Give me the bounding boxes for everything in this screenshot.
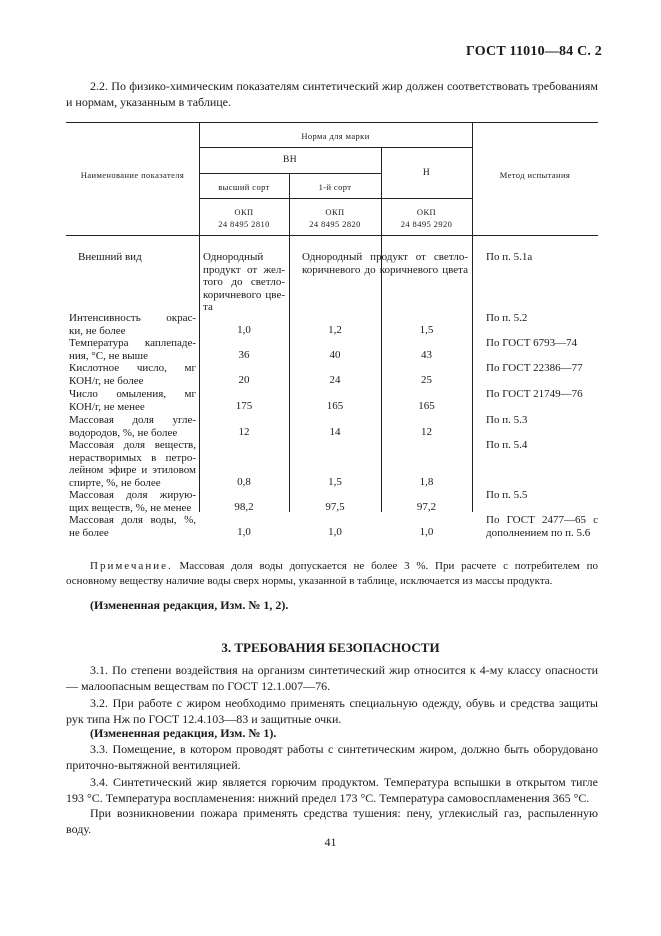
paragraph-3-5: При возникновении пожара применять средства тушения: пену, углекислый газ, распыленную воду. — [66, 806, 598, 836]
page-number: 41 — [324, 835, 337, 849]
okp-code-3: 24 8495 2920 — [400, 219, 453, 229]
row-appearance-other-grades: Однородный продукт от светло- коричневого до коричневого цвета — [302, 251, 468, 276]
header-method: Метод испытания — [499, 170, 571, 180]
row-appearance-method: По п. 5.1а — [486, 251, 533, 263]
amendment-note-1: (Измененная редакция, Изм. № 1, 2). — [90, 598, 289, 612]
note-paragraph: Примечание. Массовая доля воды допускается не более 3 %. При расчете с потребителем по основному веществу наличие воды сверх нормы, указанной в таблице, исключается из массы продукта. — [66, 560, 598, 587]
okp-label-1: ОКП — [234, 207, 254, 217]
properties-table: Наименование показателя Норма для марки ВН Н Метод испытания высший сорт 1-й сорт ОКП 24 8495 2810 ОКП 24 8495 2820 ОКП 24 8495 2920 Внешний вид Однородный продукт от жел- того до светло- коричневого цве- та Однородный продукт от светло- коричневого до коричневого цвета По п. 5.1а Интенсивность окрас- ки, не более 1,0 1,2 1,5 По п. 5.2 Температура каплепаде- ния, °С, не выше 36 40 43 По ГОСТ 6793—74 Кислотное число, мг КОН/г, не более 20 24 25 По ГОСТ 22386—77 Число омыления, мг КОН/г, не менее 175 165 165 По ГОСТ 21749—76 Массовая доля угле- водородов, %, не более 12 14 12 По п. 5.3 Массовая доля веществ, нерастворимых в петро- лейном эфире и этиловом спирте, %, не более 0,8 1,5 1,8 По п. 5.4 Массовая доля жирую- щих веществ, %, не менее 98,2 97,5 97,2 По п. 5.5 — [66, 122, 598, 512]
page-header: ГОСТ 11010—84 С. 2 — [465, 44, 602, 59]
header-vn: ВН — [283, 155, 297, 165]
header-first-grade: 1-й сорт — [318, 182, 352, 192]
section-title: 3. ТРЕБОВАНИЯ БЕЗОПАСНОСТИ — [221, 640, 440, 655]
header-name: Наименование показателя — [80, 170, 185, 180]
header-norm: Норма для марки — [301, 131, 370, 141]
intro-paragraph: 2.2. По физико-химическим показателям синтетический жир должен соответствовать требованиям и нормам, указанным в таблице. — [66, 79, 598, 109]
okp-code-1: 24 8495 2810 — [218, 219, 270, 229]
okp-code-2: 24 8495 2820 — [309, 219, 361, 229]
paragraph-3-4: 3.4. Синтетический жир является горючим продуктом. Температура вспышки в открытом тигле 193 °С. Температура воспламенения: нижний предел 173 °С. Температура самовоспламенения 365 °С. — [66, 775, 598, 805]
okp-label-3: ОКП — [416, 207, 437, 217]
header-n: Н — [422, 168, 431, 178]
paragraph-3-2: 3.2. При работе с жиром необходимо применять специальную одежду, обувь и средства защиты рук типа Нж по ГОСТ 12.4.103—83 и защитные очки. — [66, 696, 598, 726]
okp-label-2: ОКП — [325, 207, 345, 217]
note-label: Примечание. — [90, 560, 173, 572]
row-appearance-top-grade: Однородный продукт от жел- того до светло- коричневого цве- та — [203, 251, 285, 313]
paragraph-3-1: 3.1. По степени воздействия на организм синтетический жир относится к 4-му классу опасности — малоопасным веществам по ГОСТ 12.1.007—76. — [66, 663, 598, 693]
header-top-grade: высший сорт — [218, 182, 270, 192]
amendment-note-2: (Измененная редакция, Изм. № 1). — [90, 726, 277, 740]
row-appearance-name: Внешний вид — [78, 251, 142, 263]
paragraph-3-3: 3.3. Помещение, в котором проводят работы с синтетическим жиром, должно быть оборудовано приточно-вытяжной вентиляцией. — [66, 742, 598, 772]
